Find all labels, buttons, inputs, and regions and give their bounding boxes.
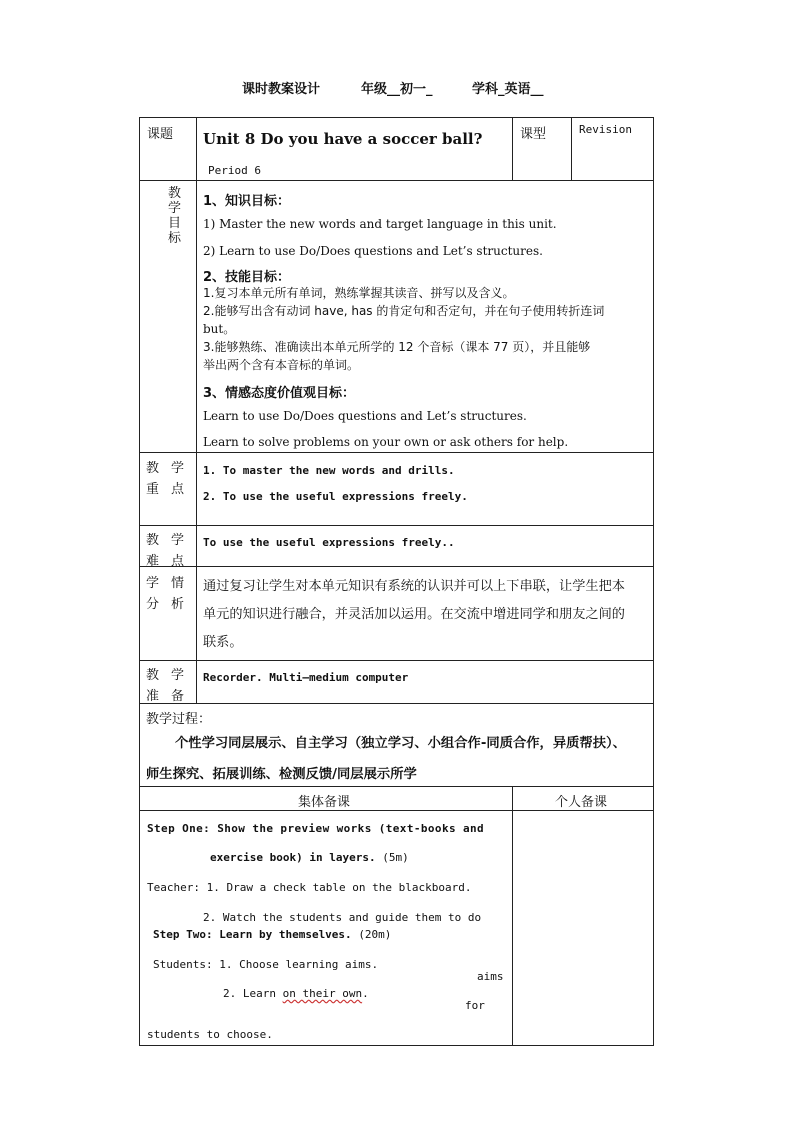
step-one-time: (5m): [382, 851, 409, 864]
students-line-2-underlined: on their own: [282, 987, 363, 1000]
period-text: Period 6: [208, 164, 261, 177]
students-line-1: Students: 1. Choose learning aims.: [153, 958, 379, 971]
process-line-1: 个性学习同层展示、自主学习（独立学习、小组合作-同质合作，异质帮扶）、: [175, 736, 626, 751]
analysis-line-2: 单元的知识进行融合，并灵活加以运用。在交流中增进同学和朋友之间的: [203, 607, 625, 622]
students-line-2: [223, 987, 369, 1000]
for-word: for: [465, 999, 485, 1012]
analysis-line-1: 通过复习让学生对本单元知识有系统的认识并可以上下串联，让学生把本: [203, 579, 625, 594]
knowledge-heading: 1、知识目标：: [203, 194, 291, 209]
grade-label: 年级__初一_: [361, 82, 433, 97]
key-points-label: 教学: [146, 461, 197, 476]
analysis-label: 学情: [146, 576, 197, 591]
step-one-text: exercise book) in layers.: [210, 851, 376, 864]
step-one-line: Step One: Show the preview works (text-books and: [147, 822, 485, 835]
step-two-time: (20m): [358, 928, 392, 941]
emotion-item-1: Learn to use Do/Does questions and Let’s structures.: [203, 409, 527, 423]
skill-item-2: 2.能够写出含有动词 have, has 的肯定句和否定句，并在句子使用转折连词: [203, 304, 605, 318]
page-title: 课时教案设计: [242, 82, 321, 97]
teacher-line-1: Teacher: 1. Draw a check table on the blackboard.: [147, 881, 472, 894]
step-two-line: [153, 928, 391, 941]
preparation-label-2: 准备: [146, 689, 197, 704]
students-line-2-prefix: 2. Learn: [223, 987, 283, 1000]
skill-item-1: 1.复习本单元所有单词，熟练掌握其读音、拼写以及含义。: [203, 286, 515, 300]
preparation-label: 教学: [146, 668, 197, 683]
preparation-item: Recorder. Multi—medium computer: [203, 671, 409, 684]
skill-heading: 2、技能目标：: [203, 270, 291, 285]
personal-plan-header: 个人备课: [555, 795, 608, 810]
objectives-label: 教学目标: [168, 186, 182, 246]
step-two-text: Step Two: Learn by themselves.: [153, 928, 352, 941]
skill-item-2-cont: but。: [203, 322, 236, 336]
lesson-type-value: Revision: [579, 123, 632, 136]
difficulties-label-2: 难点: [146, 554, 197, 569]
key-point-2: 2. To use the useful expressions freely.: [203, 490, 468, 503]
skill-item-3-cont: 举出两个含有本音标的单词。: [203, 358, 360, 372]
knowledge-item-1: 1) Master the new words and target language in this unit.: [203, 217, 557, 231]
knowledge-item-2: 2) Learn to use Do/Does questions and Let’s structures.: [203, 244, 543, 258]
emotion-heading: 3、情感态度价值观目标：: [203, 386, 356, 401]
students-line-2-suffix: .: [362, 987, 369, 1000]
subject-label: 学科_英语__: [472, 82, 544, 97]
skill-item-3: 3.能够熟练、准确读出本单元所学的 12 个音标（课本 77 页），并且能够: [203, 340, 591, 354]
process-line-2: 师生探究、拓展训练、检测反馈/同层展示所学: [146, 767, 417, 782]
key-points-label-2: 重点: [146, 482, 197, 497]
topic-label: 课题: [147, 127, 174, 142]
analysis-line-3: 联系。: [203, 635, 243, 650]
emotion-item-2: Learn to solve problems on your own or ask others for help.: [203, 435, 569, 449]
lesson-type-label: 课型: [520, 127, 547, 142]
process-label: 教学过程：: [146, 712, 212, 727]
teacher-line-2: 2. Watch the students and guide them to do: [203, 911, 482, 924]
students-line-3: students to choose.: [147, 1028, 273, 1041]
key-point-1: 1. To master the new words and drills.: [203, 464, 455, 477]
aims-word: aims: [477, 970, 504, 983]
collective-plan-header: 集体备课: [298, 795, 351, 810]
step-one-line-cont: [210, 851, 409, 864]
analysis-label-2: 分析: [146, 597, 197, 612]
difficulties-label: 教学: [146, 533, 197, 548]
difficulty-item: To use the useful expressions freely..: [203, 536, 455, 549]
unit-title: Unit 8 Do you have a soccer ball?: [203, 130, 483, 148]
